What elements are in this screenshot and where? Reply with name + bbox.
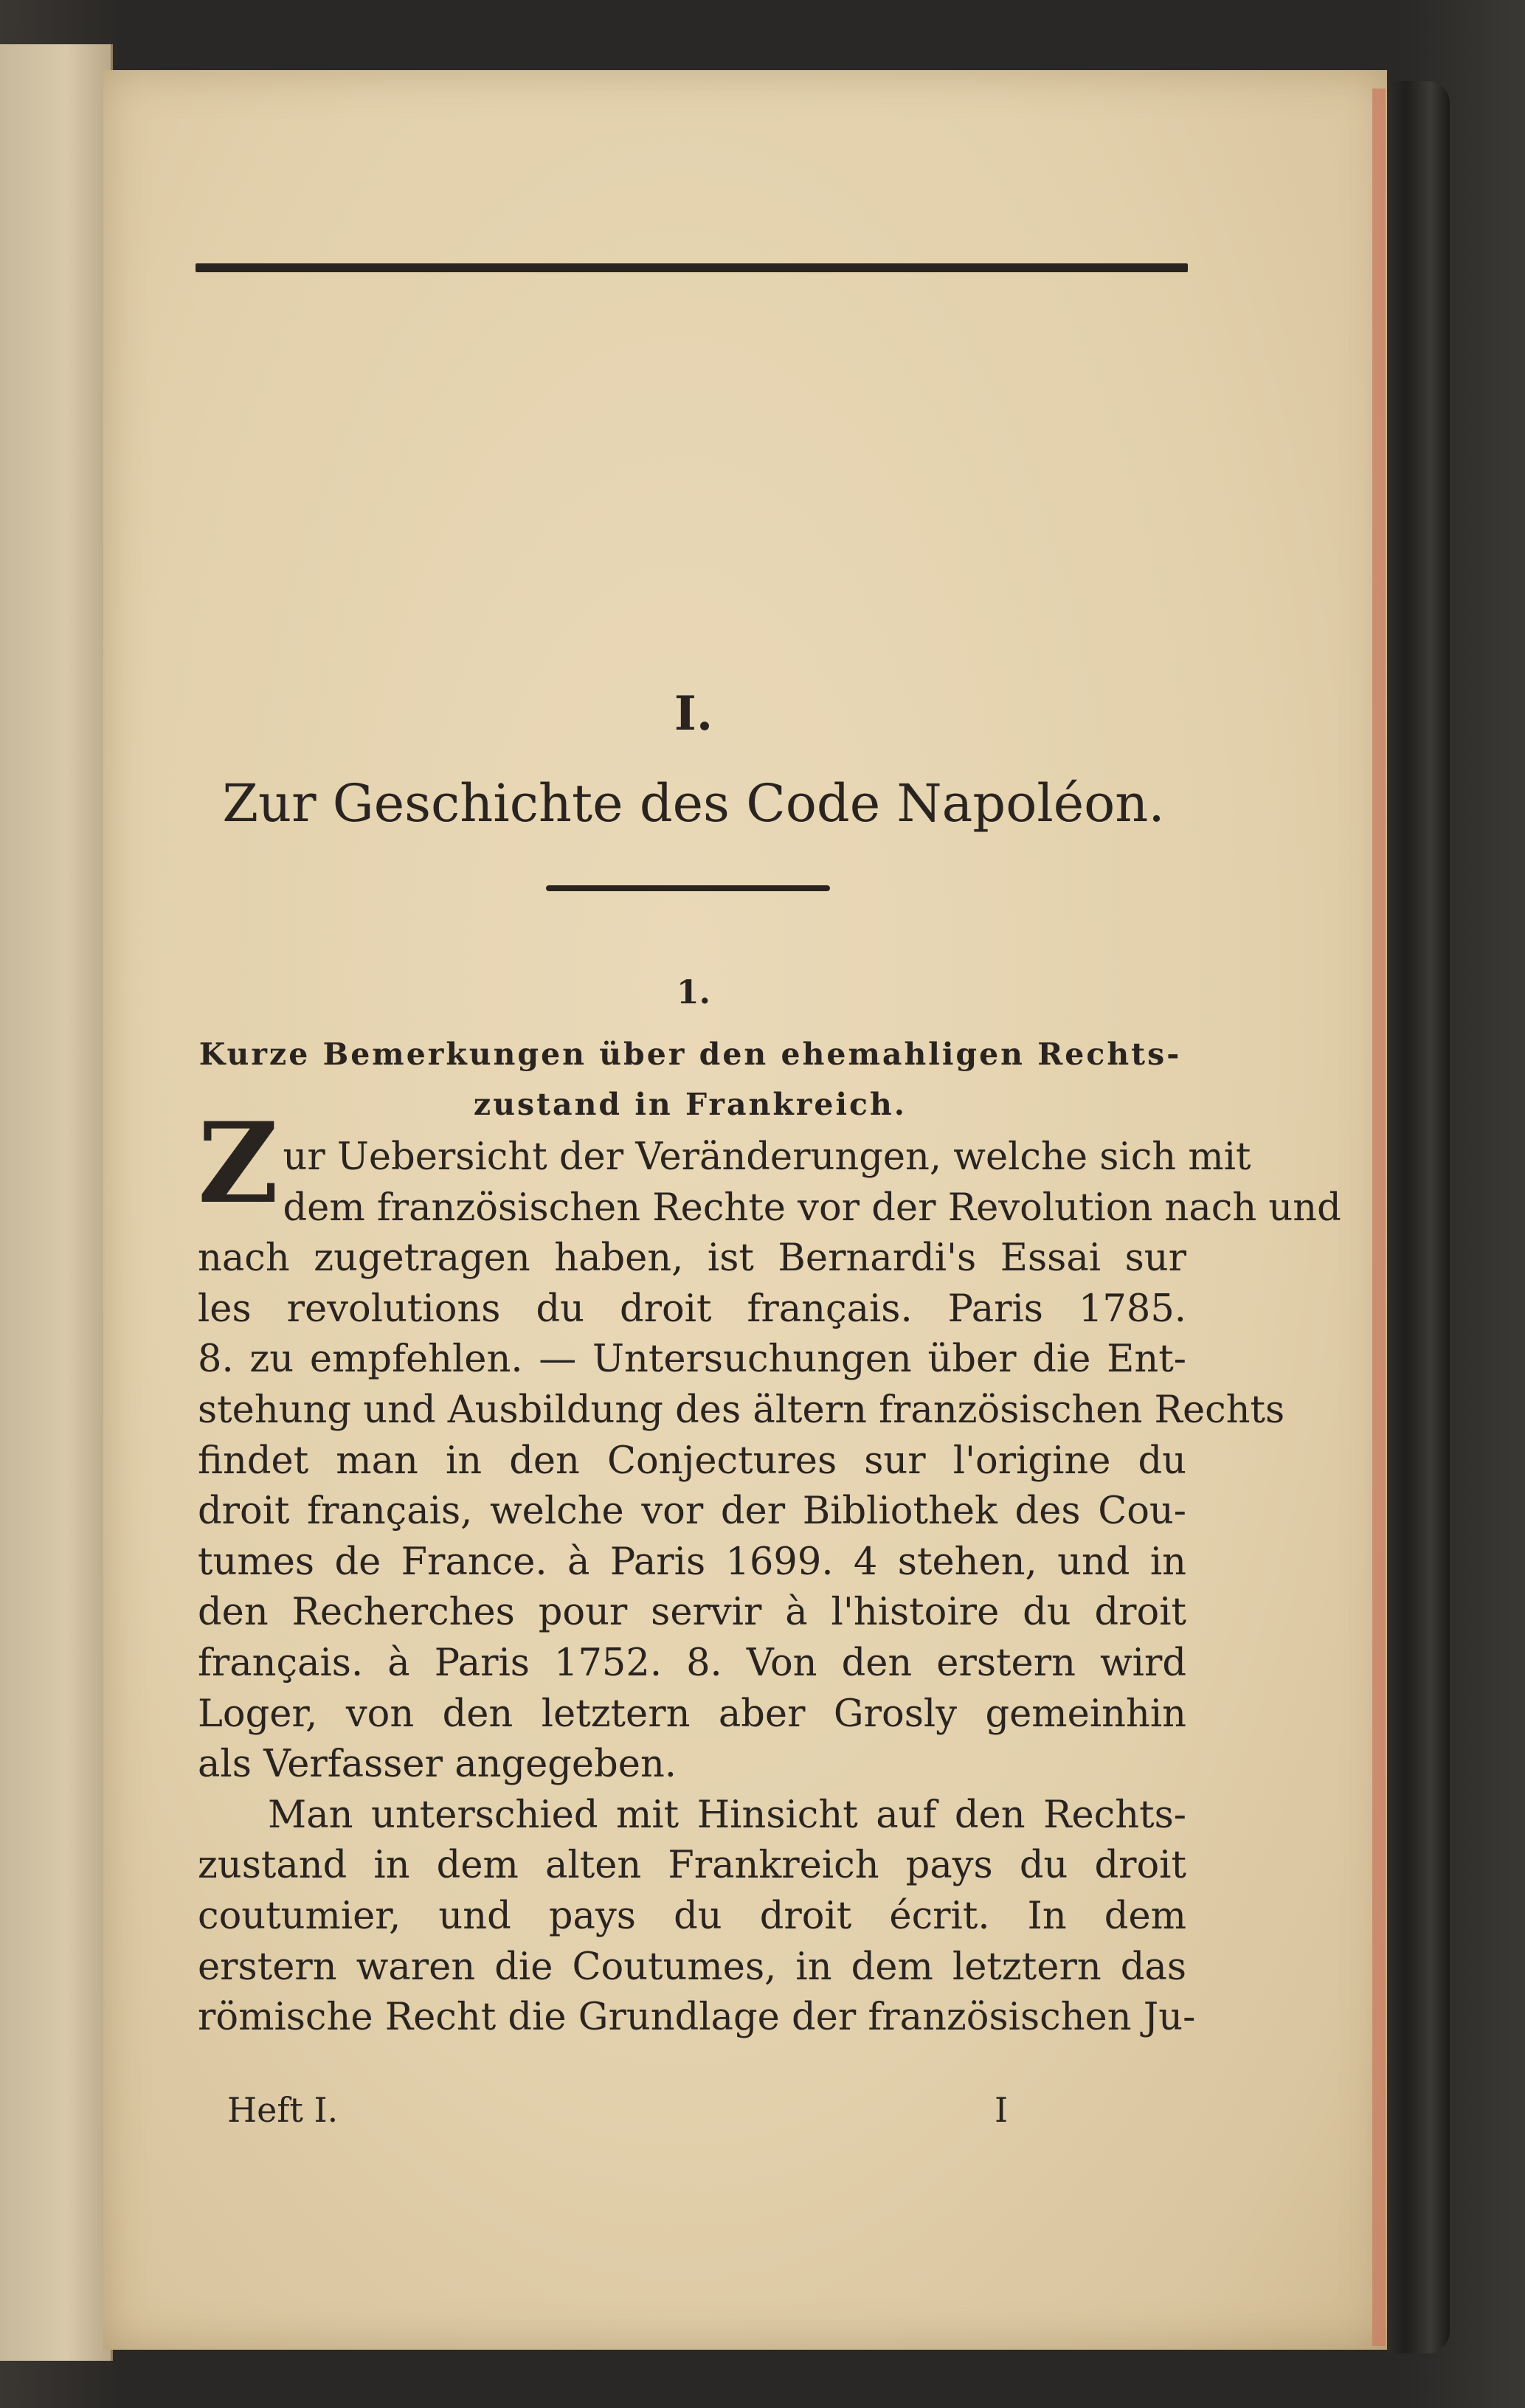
text-line: zustand in dem alten Frankreich pays du droit [198,1844,1186,1888]
text-line: ur Uebersicht der Veränderungen, welche sich mit [283,1135,1251,1179]
text-line: erstern waren die Coutumes, in dem letztern das [198,1945,1186,1989]
text-line: les revolutions du droit français. Paris 1785. [198,1287,1186,1331]
text-line: Loger, von den letztern aber Grosly gemeinhin [198,1692,1186,1736]
chapter-title: Zur Geschichte des Code Napoléon. [222,773,1165,834]
section-heading-line-1: Kurze Bemerkungen über den ehemahligen Rechts- [198,1037,1182,1072]
text-line: français. à Paris 1752. 8. Von den erstern wird [198,1641,1186,1685]
left-page-edge [0,44,113,2361]
page-footer [227,2090,1009,2130]
footer-signature: I [995,2090,1009,2130]
footer-issue-label: Heft I. [227,2090,339,2130]
section-number: 1. [677,974,710,1011]
book-binding [1387,81,1450,2353]
text-line: als Verfasser angegeben. [198,1743,677,1787]
text-line: den Recherches pour servir à l'histoire du droit [198,1591,1186,1635]
text-line: tumes de France. à Paris 1699. 4 stehen, und in [198,1540,1186,1584]
text-line: römische Recht die Grundlage der französischen Ju- [198,1996,1196,2040]
text-line: dem französischen Rechte vor der Revolution nach und [283,1186,1341,1230]
text-line: 8. zu empfehlen. — Untersuchungen über die Ent- [198,1338,1186,1382]
top-rule [196,263,1188,272]
text-line: stehung und Ausbildung des ältern französischen Rechts [198,1388,1285,1432]
drop-cap: Z [198,1099,279,1228]
text-line: findet man in den Conjectures sur l'origine du [198,1439,1186,1483]
text-line: Man unterschied mit Hinsicht auf den Rechts- [268,1793,1186,1837]
text-line: droit français, welche vor der Bibliothek des Cou- [198,1490,1186,1534]
page-edge-red [1372,89,1386,2346]
section-heading [198,1029,1183,1129]
text-line: coutumier, und pays du droit écrit. In dem [198,1894,1186,1938]
chapter-number: I. [674,686,713,741]
text-line: nach zugetragen haben, ist Bernardi's Essai sur [198,1236,1186,1281]
middle-rule [546,885,830,891]
section-heading-line-2: zustand in Frankreich. [473,1087,907,1122]
